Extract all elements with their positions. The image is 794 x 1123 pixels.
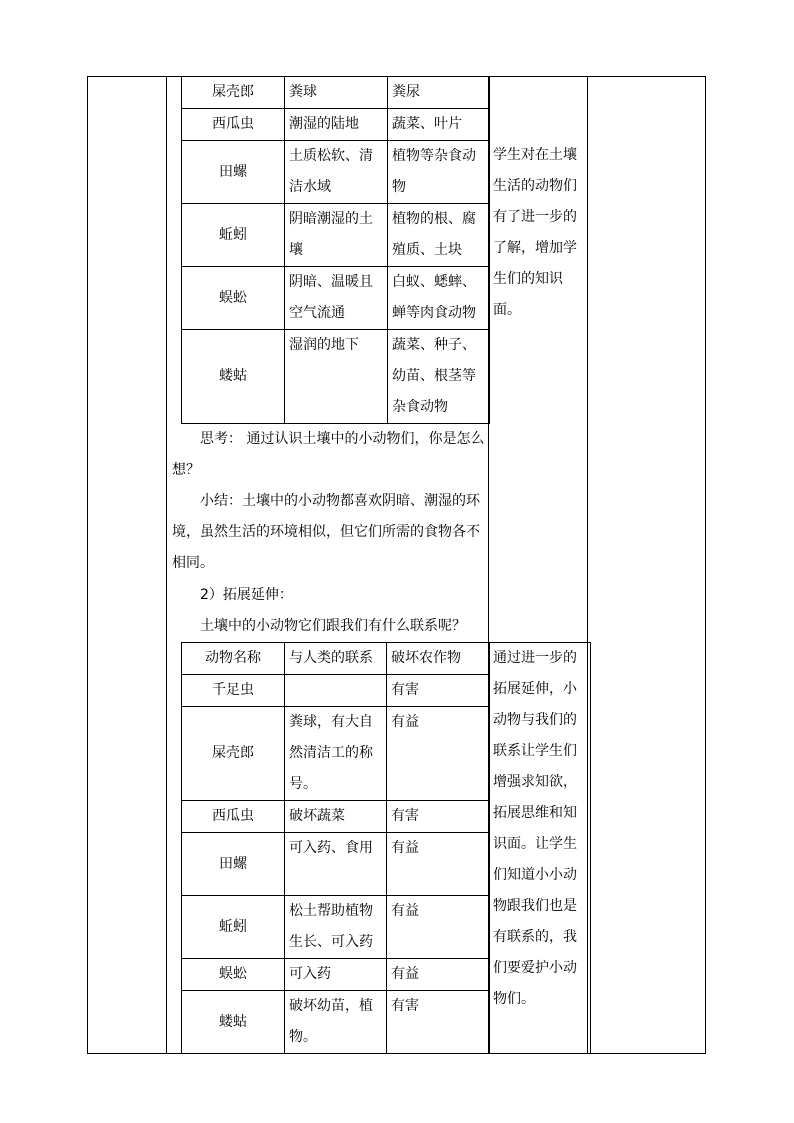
extend-title: 2）拓展延伸：	[200, 587, 293, 603]
table-row	[182, 109, 490, 141]
crop-effect-cell: 有害	[387, 675, 490, 707]
animal-name-cell: 蚯蚓	[182, 204, 285, 267]
relation-cell: 松土帮助植物生长、可入药	[285, 896, 387, 959]
food-cell: 粪尿	[388, 77, 490, 109]
habitat-cell: 湿润的地下	[285, 330, 388, 424]
summary-text: 小结：土壤中的小动物都喜欢阴暗、潮湿的环境，虽然生活的环境相似，但它们所需的食物各不相同。	[172, 493, 480, 571]
animal-name-cell: 西瓜虫	[182, 109, 285, 141]
table-row	[182, 77, 490, 109]
crop-effect-cell: 有益	[387, 833, 490, 896]
food-cell: 蔬菜、种子、幼苗、根茎等杂食动物	[388, 330, 490, 424]
extend-question: 土壤中的小动物它们跟我们有什么联系呢？	[200, 618, 466, 634]
column-header: 动物名称	[182, 643, 285, 675]
design-note-1: 学生对在土壤生活的动物们有了进一步的了解，增加学生们的知识面。	[493, 147, 577, 318]
animal-name-cell: 田螺	[182, 141, 285, 204]
animal-name-cell: 屎壳郎	[182, 707, 285, 801]
table-row	[182, 267, 490, 330]
animal-name-cell: 蚯蚓	[182, 896, 285, 959]
column-header: 与人类的联系	[285, 643, 387, 675]
column-header: 破坏农作物	[387, 643, 490, 675]
table-row	[182, 330, 490, 424]
table-row	[182, 141, 490, 204]
food-cell: 植物等杂食动物	[388, 141, 490, 204]
food-cell: 白蚁、蟋蟀、蝉等肉食动物	[388, 267, 490, 330]
animal-name-cell: 西瓜虫	[182, 801, 285, 833]
relation-cell: 破坏蔬菜	[285, 801, 387, 833]
relation-cell: 破坏幼苗，植物。	[285, 991, 387, 1054]
relation-cell	[285, 675, 387, 707]
habitat-cell: 阴暗、温暖且空气流通	[285, 267, 388, 330]
design-note-2: 通过进一步的拓展延伸，小动物与我们的联系让学生们增强求知欲，拓展思维和知识面。让学生们知道小小动物跟我们也是有联系的，我们要爱护小动物们。	[493, 650, 577, 1007]
animal-name-cell: 蜈蚣	[182, 959, 285, 991]
relation-cell: 可入药	[285, 959, 387, 991]
crop-effect-cell: 有害	[387, 801, 490, 833]
habitat-cell: 粪球	[285, 77, 388, 109]
relation-cell: 粪球，有大自然清洁工的称号。	[285, 707, 387, 801]
habitat-cell: 潮湿的陆地	[285, 109, 388, 141]
relation-cell: 可入药、食用	[285, 833, 387, 896]
animal-name-cell: 田螺	[182, 833, 285, 896]
crop-effect-cell: 有益	[387, 896, 490, 959]
design-note-2-cell	[490, 643, 591, 1054]
table-row	[182, 204, 490, 267]
think-question: 思考： 通过认识土壤中的小动物们，你是怎么想？	[172, 431, 485, 478]
habitat-food-table	[181, 76, 490, 424]
animal-name-cell: 蝼蛄	[182, 330, 285, 424]
animal-name-cell: 千足虫	[182, 675, 285, 707]
food-cell: 植物的根、腐殖质、土块	[388, 204, 490, 267]
habitat-cell: 土质松软、清洁水域	[285, 141, 388, 204]
column-divider-left	[166, 76, 167, 1054]
crop-effect-cell: 有害	[387, 991, 490, 1054]
table-header-row	[182, 643, 591, 675]
crop-effect-cell: 有益	[387, 707, 490, 801]
animal-name-cell: 屎壳郎	[182, 77, 285, 109]
animal-name-cell: 蝼蛄	[182, 991, 285, 1054]
human-relation-table	[181, 642, 591, 1054]
habitat-cell: 阴暗潮湿的土壤	[285, 204, 388, 267]
crop-effect-cell: 有益	[387, 959, 490, 991]
animal-name-cell: 蜈蚣	[182, 267, 285, 330]
food-cell: 蔬菜、叶片	[388, 109, 490, 141]
